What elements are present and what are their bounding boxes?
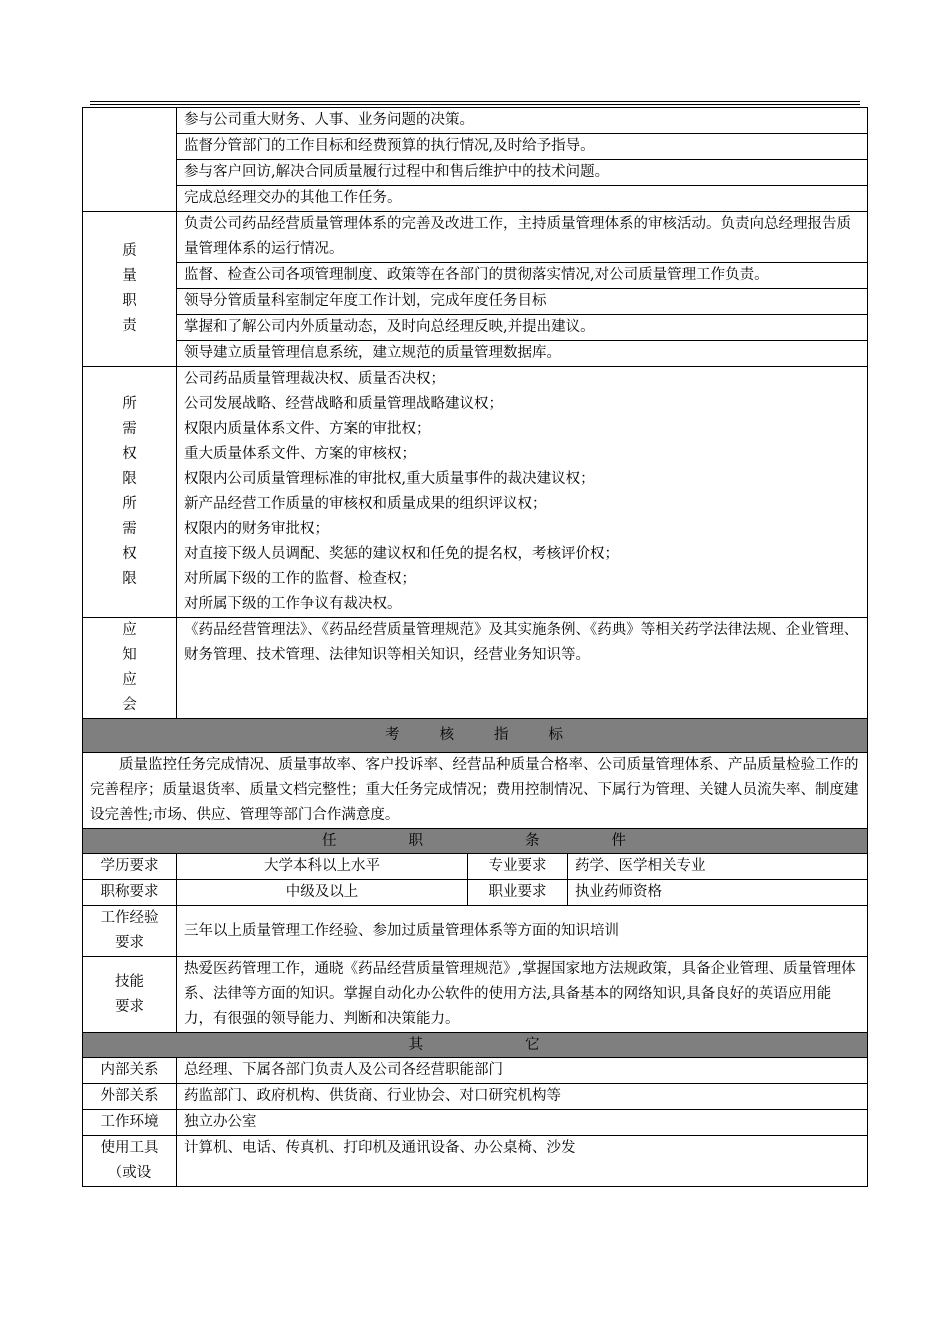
table-row <box>83 263 868 289</box>
internal-relations-label: 内部关系 <box>83 1058 177 1084</box>
list-item: 掌握和了解公司内外质量动态，及时向总经理反映,并提出建议。 <box>177 315 868 341</box>
list-item: 完成总经理交办的其他工作任务。 <box>177 186 868 212</box>
work-environment-value: 独立办公室 <box>177 1110 868 1136</box>
table-row <box>83 212 868 263</box>
table-row <box>83 289 868 315</box>
list-item: 权限内的财务审批权； <box>184 521 329 537</box>
job-description-table <box>82 107 868 1187</box>
work-environment-label: 工作环境 <box>83 1110 177 1136</box>
table-row <box>83 315 868 341</box>
table-row <box>83 753 868 829</box>
career-value: 执业药师资格 <box>568 880 868 906</box>
table-row <box>83 906 868 957</box>
assessment-text: 质量监控任务完成情况、质量事故率、客户投诉率、经营品种质量合格率、公司质量管理体系、产品质量检验工作的完善程序；质量退货率、质量文档完整性；重大任务完成情况；费用控制情况、下属行为管理、关键人员流失率、制度建设完善性;市场、供应、管理等部门合作满意度。 <box>83 753 868 829</box>
table-row <box>83 1110 868 1136</box>
education-label: 学历要求 <box>83 854 177 880</box>
table-row <box>83 186 868 212</box>
list-item: 领导分管质量科室制定年度工作计划，完成年度任务目标 <box>177 289 868 315</box>
table-row <box>83 957 868 1033</box>
table-row <box>83 618 868 719</box>
tools-value: 计算机、电话、传真机、打印机及通讯设备、办公桌椅、沙发 <box>177 1136 868 1187</box>
table-row <box>83 1084 868 1110</box>
list-item: 权限内公司质量管理标准的审批权,重大质量事件的裁决建议权； <box>184 471 595 487</box>
internal-relations-value: 总经理、下属各部门负责人及公司各经营职能部门 <box>177 1058 868 1084</box>
table-row <box>83 341 868 367</box>
knowledge-text: 《药品经营管理法》、《药品经营质量管理规范》及其实施条例、《药典》等相关药学法律法规、企业管理、财务管理、技术管理、法律知识等相关知识，经营业务知识等。 <box>177 618 868 719</box>
duties-label-cell <box>83 108 177 212</box>
skills-label: 技能 要求 <box>83 957 177 1033</box>
experience-label: 工作经验 要求 <box>83 906 177 957</box>
table-row <box>83 1058 868 1084</box>
table-row <box>83 367 868 618</box>
title-requirement-label: 职称要求 <box>83 880 177 906</box>
list-item: 领导建立质量管理信息系统，建立规范的质量管理数据库。 <box>177 341 868 367</box>
other-section-header: 其 它 <box>83 1033 868 1058</box>
major-label: 专业要求 <box>468 854 568 880</box>
list-item: 公司发展战略、经营战略和质量管理战略建议权； <box>184 396 503 412</box>
list-item: 新产品经营工作质量的审核权和质量成果的组织评议权； <box>184 496 547 512</box>
authority-list <box>177 367 868 618</box>
authority-label: 所 需 权 限 所 需 权 限 <box>83 367 177 618</box>
list-item: 监督分管部门的工作目标和经费预算的执行情况,及时给予指导。 <box>177 134 868 160</box>
table-row <box>83 829 868 854</box>
list-item: 权限内质量体系文件、方案的审批权； <box>184 421 431 437</box>
header-rule-top <box>90 101 860 102</box>
list-item: 公司药品质量管理裁决权、质量否决权； <box>184 371 445 387</box>
list-item: 对所属下级的工作争议有裁决权。 <box>184 596 402 612</box>
career-label: 职业要求 <box>468 880 568 906</box>
table-row <box>83 1033 868 1058</box>
knowledge-label: 应 知 应 会 <box>83 618 177 719</box>
tools-label: 使用工具 （或设 <box>83 1136 177 1187</box>
list-item: 对所属下级的工作的监督、检查权； <box>184 571 416 587</box>
external-relations-value: 药监部门、政府机构、供货商、行业协会、对口研究机构等 <box>177 1084 868 1110</box>
list-item: 对直接下级人员调配、奖惩的建议权和任免的提名权，考核评价权； <box>184 546 619 562</box>
table-row <box>83 134 868 160</box>
header-rule-bottom <box>90 104 860 105</box>
list-item: 监督、检查公司各项管理制度、政策等在各部门的贯彻落实情况,对公司质量管理工作负责。 <box>177 263 868 289</box>
table-row <box>83 880 868 906</box>
qualifications-section-header: 任 职 条 件 <box>83 829 868 854</box>
table-row <box>83 854 868 880</box>
table-row <box>83 108 868 134</box>
major-value: 药学、医学相关专业 <box>568 854 868 880</box>
quality-duties-label: 质 量 职 责 <box>83 212 177 367</box>
external-relations-label: 外部关系 <box>83 1084 177 1110</box>
table-row <box>83 719 868 753</box>
list-item: 参与客户回访,解决合同质量履行过程中和售后维护中的技术问题。 <box>177 160 868 186</box>
list-item: 参与公司重大财务、人事、业务问题的决策。 <box>177 108 868 134</box>
education-value: 大学本科以上水平 <box>177 854 468 880</box>
skills-value: 热爱医药管理工作，通晓《药品经营质量管理规范》,掌握国家地方法规政策，具备企业管理、质量管理体系、法律等方面的知识。掌握自动化办公软件的使用方法,具备基本的网络知识,具备良好的英语应用能力，有很强的领导能力、判断和决策能力。 <box>177 957 868 1033</box>
table-row <box>83 1136 868 1187</box>
title-requirement-value: 中级及以上 <box>177 880 468 906</box>
list-item: 负责公司药品经营质量管理体系的完善及改进工作，主持质量管理体系的审核活动。负责向总经理报告质量管理体系的运行情况。 <box>177 212 868 263</box>
list-item: 重大质量体系文件、方案的审核权； <box>184 446 416 462</box>
experience-value: 三年以上质量管理工作经验、参加过质量管理体系等方面的知识培训 <box>177 906 868 957</box>
table-row <box>83 160 868 186</box>
assessment-section-header: 考 核 指 标 <box>83 719 868 753</box>
